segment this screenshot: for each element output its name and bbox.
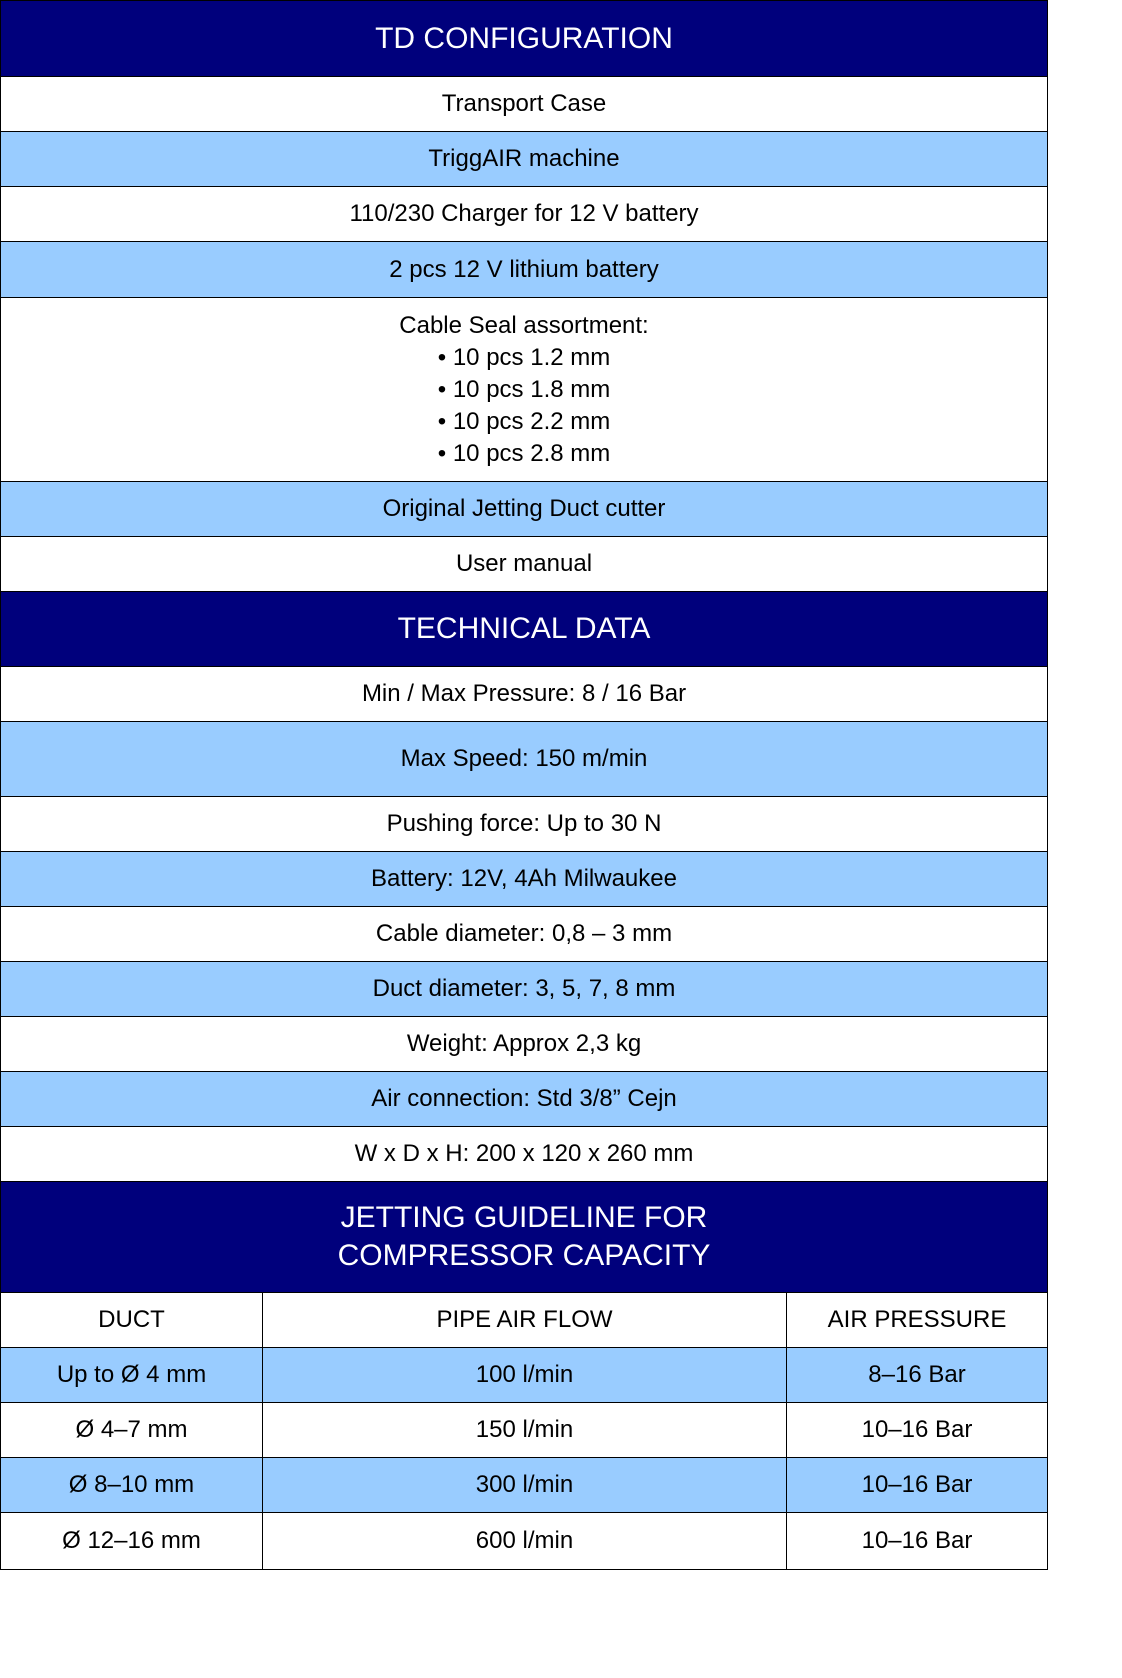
tech-row [1,797,1047,852]
tech-row [1,667,1047,722]
air-flow-cell: 300 l/min [475,1471,574,1498]
tech-row [1,1072,1047,1127]
tech-item: Pushing force: Up to 30 N [386,810,662,837]
guideline-row [1,1403,1047,1458]
tech-row [1,1127,1047,1182]
air-pressure-cell: 8–16 Bar [868,1361,966,1388]
air-pressure-cell: 10–16 Bar [861,1471,973,1498]
tech-item: Weight: Approx 2,3 kg [406,1030,642,1057]
config-row [1,537,1047,592]
tech-item: Air connection: Std 3/8” Cejn [371,1085,677,1112]
config-row [1,77,1047,132]
tech-row [1,722,1047,797]
technical-header [1,592,1047,667]
tech-row [1,907,1047,962]
tech-item: Battery: 12V, 4Ah Milwaukee [371,865,677,892]
configuration-header [1,1,1047,77]
guideline-row [1,1348,1047,1403]
cable-seal-row [1,298,1047,482]
cable-seal-heading: Cable Seal assortment: [399,311,649,339]
configuration-title: TD CONFIGURATION [375,21,673,55]
tech-item: Min / Max Pressure: 8 / 16 Bar [361,680,687,707]
cable-seal-line: • 10 pcs 2.2 mm [437,407,611,435]
config-item: TriggAIR machine [428,145,620,172]
guideline-title-line: COMPRESSOR CAPACITY [337,1239,711,1272]
guideline-title-line: JETTING GUIDELINE FOR [340,1201,708,1234]
tech-item: W x D x H: 200 x 120 x 260 mm [354,1140,694,1167]
air-pressure-cell: 10–16 Bar [861,1416,973,1443]
column-header-air-flow: PIPE AIR FLOW [436,1306,613,1333]
tech-item: Cable diameter: 0,8 – 3 mm [375,920,673,947]
config-item: Transport Case [441,90,607,117]
tech-item: Max Speed: 150 m/min [400,745,648,772]
air-flow-cell: 100 l/min [475,1361,574,1388]
tech-row [1,962,1047,1017]
tech-row [1,852,1047,907]
guideline-row [1,1513,1047,1569]
cable-seal-line: • 10 pcs 1.8 mm [437,375,611,403]
config-row [1,187,1047,242]
config-item: 2 pcs 12 V lithium battery [389,255,659,283]
config-row [1,132,1047,187]
technical-title: TECHNICAL DATA [397,612,651,645]
cable-seal-line: • 10 pcs 2.8 mm [437,439,611,467]
tech-item: Duct diameter: 3, 5, 7, 8 mm [372,975,676,1002]
cable-seal-line: • 10 pcs 1.2 mm [437,343,611,371]
duct-cell: Ø 12–16 mm [62,1527,201,1554]
duct-cell: Up to Ø 4 mm [56,1361,207,1388]
guideline-row [1,1458,1047,1513]
air-pressure-cell: 10–16 Bar [861,1527,973,1554]
air-flow-cell: 600 l/min [475,1527,574,1554]
config-item: 110/230 Charger for 12 V battery [349,200,699,227]
guideline-column-headers [1,1293,1047,1348]
tech-row [1,1017,1047,1072]
config-row [1,242,1047,298]
config-item: User manual [455,550,593,577]
guideline-header [1,1182,1047,1293]
config-item: Original Jetting Duct cutter [382,495,666,522]
column-header-air-pressure: AIR PRESSURE [827,1306,1007,1333]
duct-cell: Ø 8–10 mm [68,1471,195,1498]
column-header-duct: DUCT [98,1306,165,1333]
config-row [1,482,1047,537]
air-flow-cell: 150 l/min [475,1416,574,1443]
duct-cell: Ø 4–7 mm [75,1416,188,1443]
